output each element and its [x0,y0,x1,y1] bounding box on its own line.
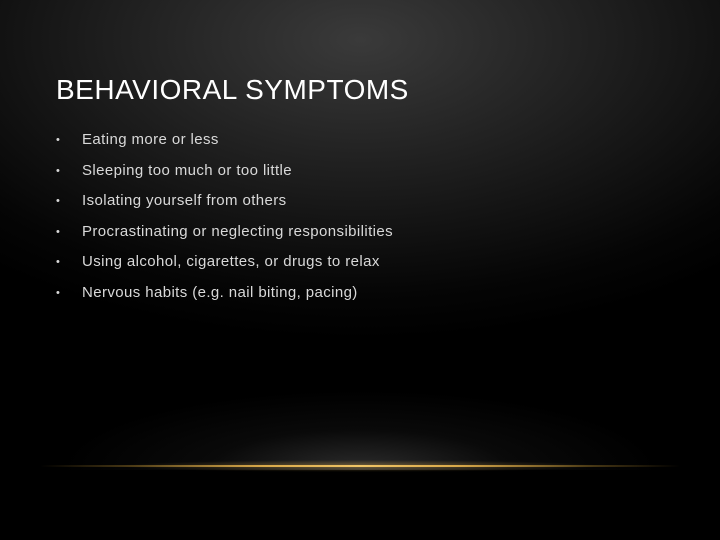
bullet-text: Eating more or less [82,131,219,148]
bullet-icon: • [56,164,61,177]
bullet-text: Using alcohol, cigarettes, or drugs to relax [82,253,380,271]
bullet-text: Procrastinating or neglecting responsibilities [82,222,394,240]
bullet-icon: • [56,286,61,299]
spotlight-glow [60,380,660,470]
accent-divider-line [40,465,680,467]
bullet-icon: • [56,195,61,208]
bullet-icon: • [56,256,61,269]
bullet-text: Sleeping too much or too little [82,161,293,179]
bullet-text: Isolating yourself from others [82,192,287,210]
bullet-text: Nervous habits (e.g. nail biting, pacing) [82,283,358,301]
slide-title: BEHAVIORAL SYMPTOMS [56,74,409,105]
bullet-icon: • [56,225,61,238]
bullet-icon: • [56,134,61,146]
